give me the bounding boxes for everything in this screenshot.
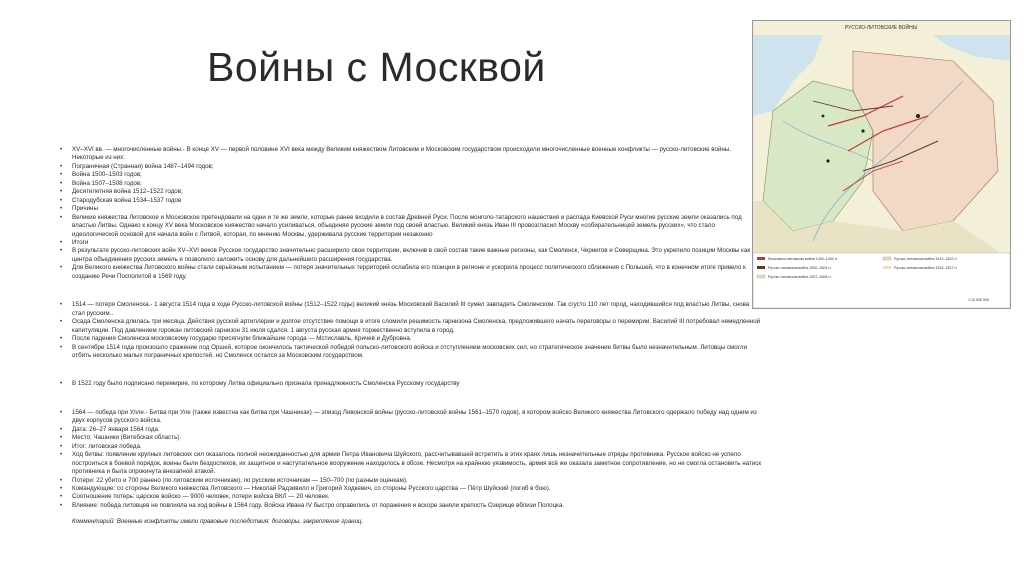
list-item-text: Итоги (72, 238, 89, 246)
bullet-marker: • (60, 301, 63, 309)
slide-title: Войны с Москвой (207, 44, 546, 90)
bullet-marker: • (60, 442, 63, 450)
list-item (60, 434, 762, 442)
legend-entry: Московско-литовская война 1492–1494 гг. (768, 257, 838, 261)
comment-note: Комментарий: Военные конфликты имели правовые последствия: договоры, закрепление границ. (72, 518, 364, 526)
list-item-text: Война 1507–1508 годов; (72, 179, 142, 187)
intro-list (60, 146, 762, 281)
list-item (60, 146, 762, 163)
truce-list (60, 380, 762, 388)
list-item-text: Осада Смоленска длилась три месяца. Действия русской артиллерии и долгое отсутствие помощи в итоге сломили решимость гарнизона Смоленска, предложившего начать переговоры о перемирии. Василий III потребовал немедленной капитуляции. Под давлением горожан литовский гарнизон 31 июля сдался. 1 августа русская армия торжественно вступила в город. (72, 318, 761, 334)
list-item-text: Влияние: победа литовцев не повлияла на ход войны в 1564 году. Войска Ивана IV быстро оправились от поражения и вскоре заняли крепость Озерище вблизи Полоцка. (72, 501, 565, 509)
list-item-text: В сентябре 1514 года произошло сражение под Оршей, которое окончилось тактической победой польско-литовского войска и отступлением московских сил, но стратегическое значение битвы было незначительным. Литовцы смогли отбить несколько малых пограничных крепостей, но Смоленск остался за Московским государством. (72, 343, 747, 359)
legend-swatch (757, 257, 765, 260)
war-map (752, 20, 1011, 309)
bullet-marker: • (60, 205, 63, 213)
list-item (60, 380, 762, 388)
list-item-text: Ход битвы: появление крупных литовских сил оказалось полной неожиданностью для армии Петра Ивановича Шуйского, рассчитывавшей встретить в этих краях лишь незначительные отряды противника. Русское войско не успело построиться в боевой порядок, воины были бездоспехов, их защитное и наступательное вооружение находилось в обозе. Несмотря на крайнюю уязвимость, армия всё же оказала заметное сопротивление, но не смогла остановить натиск противника и была опрокинута внезапной атакой. (72, 451, 762, 476)
city-marker (822, 115, 825, 118)
city-marker (916, 114, 920, 118)
list-item (60, 426, 762, 434)
list-item (60, 239, 762, 247)
list-item-text: Итог: литовская победа. (72, 442, 142, 450)
spacer (60, 389, 762, 409)
bullet-marker: • (60, 343, 63, 351)
list-item-text: Десятилетняя война 1512–1522 годов; (72, 188, 183, 196)
bullet-marker: • (60, 434, 63, 442)
list-item (60, 485, 762, 493)
list-item (60, 171, 762, 179)
list-item (60, 214, 762, 239)
list-item (60, 247, 762, 264)
bullet-marker: • (60, 493, 63, 501)
bullet-marker: • (60, 213, 63, 221)
legend-entry: Русско-литовская война 1512–1522 гг. (894, 257, 958, 261)
bullet-marker: • (60, 380, 63, 388)
list-item-text: Причины (72, 205, 98, 213)
legend-swatch (757, 266, 765, 269)
slide-body (60, 146, 762, 570)
list-item-text: XV–XVI вв. — многочисленные войны.- В конце XV — первой половине XVI века между Великим княжеством Литовским и Московским государством происходили многочисленные военные конфликты — русско-литовские войны. Некоторые из них: (72, 146, 731, 162)
list-item-text: Война 1500–1503 годов; (72, 171, 142, 179)
list-item (60, 205, 762, 213)
map-title: РУССКО-ЛИТОВСКИЕ ВОЙНЫ (844, 25, 918, 31)
list-item (60, 301, 762, 318)
list-item-text: Стародубская война 1534–1537 годов (72, 196, 182, 204)
city-marker (861, 129, 864, 132)
spacer (60, 281, 762, 301)
bullet-marker: • (60, 196, 63, 204)
bullet-marker: • (60, 484, 63, 492)
list-item (60, 502, 762, 510)
list-item-text: В результате русско-литовских войн XV–XVI веков Русское государство значительно расширило свои территории, включив в свой состав такие важные регионы, как Смоленск, Чернигов и Северщина. Это укрепило позиции Москвы как центра объединения русских земель и позволило заложить основу для дальнейшего расширения государства. (72, 247, 751, 263)
legend-swatch (883, 266, 891, 269)
list-item-text: Для Великого княжества Литовского войны стали серьёзным испытанием — потеря значительных территорий ослабила его позиции в регионе и ускорила процесс политического сближения с Польшей, что в конечном итоге привело к созданию Речи Посполитой в 1569 году. (72, 264, 746, 280)
city-marker (826, 159, 829, 162)
bullet-marker: • (60, 318, 63, 326)
bullet-marker: • (60, 425, 63, 433)
list-item-text: Потери: 22 убито и 700 ранено (по литовским источникам), по русским источникам — 150–700 (по разным оценкам). (72, 476, 408, 484)
list-item (60, 493, 762, 501)
map-scale: 1:10 000 000 (968, 298, 989, 302)
list-item (60, 443, 762, 451)
list-item (60, 188, 762, 196)
list-item-text: Место: Чашники (Витебская область). (72, 434, 182, 442)
list-item (60, 477, 762, 485)
list-item-text: 1514 — потеря Смоленска.- 1 августа 1514 года в ходе Русско-литовской войны (1512–1522 годы) великий князь Московский Василий III сумел завладеть Смоленском. Так сгусто 110 лет город, находившийся под властью Литвы, снова стал русским.. (72, 301, 750, 317)
bullet-marker: • (60, 476, 63, 484)
legend-swatch (757, 275, 765, 278)
bullet-marker: • (60, 335, 63, 343)
legend-entry: Русско-литовская война 1534–1537 гг. (894, 266, 958, 270)
list-item (60, 197, 762, 205)
bullet-marker: • (60, 238, 63, 246)
spacer (60, 510, 762, 518)
bullet-marker: • (60, 171, 63, 179)
bullet-marker: • (60, 146, 63, 153)
smolensk-list (60, 301, 762, 360)
list-item-text: Пограничная (Странная) война 1487–1494 годов; (72, 162, 214, 170)
bullet-marker: • (60, 162, 63, 170)
legend-entry: Русско-литовская война 1507–1508 гг. (768, 275, 832, 279)
list-item-text: После падения Смоленска московскому государю присягнули ближайшие города — Мстиславль, Кричев и Дубровна. (72, 335, 412, 343)
bullet-marker: • (60, 408, 63, 416)
bullet-marker: • (60, 188, 63, 196)
list-item-text: Великие княжества Литовское и Московское претендовали на одни и те же земли, которые ранее входили в состав Древней Руси. После монголо-татарского нашествия и распада Киевской Руси многие русские земли оказались под властью Литвы. Однако к концу XV века Московское княжество начало усиливаться, объединяя русские земли под своей властью. Великий князь Иван III провозгласил Москву «собирательницей земель русских», что стало идеологической основой для начала войн с Литвой, которая, по мнению Москвы, удерживала русские территории незаконно (72, 213, 742, 238)
legend-entry: Русско-литовская война 1500–1503 гг. (768, 266, 832, 270)
map-graphic (753, 21, 1010, 308)
list-item (60, 451, 762, 476)
list-item (60, 318, 762, 335)
legend-swatch (883, 257, 891, 260)
bullet-marker: • (60, 451, 63, 459)
list-item-text: Командующие: со стороны Великого княжества Литовского — Николай Радзивилл и Григорий Ходкевич, со стороны Русского царства — Пётр Шуйский (погиб в бою). (72, 484, 551, 492)
list-item (60, 409, 762, 426)
bullet-marker: • (60, 179, 63, 187)
list-item (60, 163, 762, 171)
list-item-text: Соотношение потерь: царское войско — 9000 человек, потери войска ВКЛ — 20 человек. (72, 493, 330, 501)
bullet-marker: • (60, 501, 63, 509)
list-item (60, 264, 762, 281)
list-item-text: 1564 — победа при Улле.- Битва при Уле (также известна как битва при Чашниках) — эпизод Ливонской войны (русско-литовской войны 1561–1570 годов), в котором войско Великого княжества Литовского одержало победу над одним из двух корпусов русского войска. (72, 408, 757, 425)
ulla-list (60, 409, 762, 510)
list-item (60, 335, 762, 343)
list-item-text: Дата: 26–27 января 1564 года. (72, 425, 160, 433)
list-item (60, 180, 762, 188)
list-item-text: В 1522 году было подписано перемирие, по которому Литва официально признала принадлежность Смоленска Русскому государству (72, 380, 460, 388)
list-item (60, 344, 762, 361)
bullet-marker: • (60, 264, 63, 272)
spacer (60, 360, 762, 380)
bullet-marker: • (60, 247, 63, 255)
